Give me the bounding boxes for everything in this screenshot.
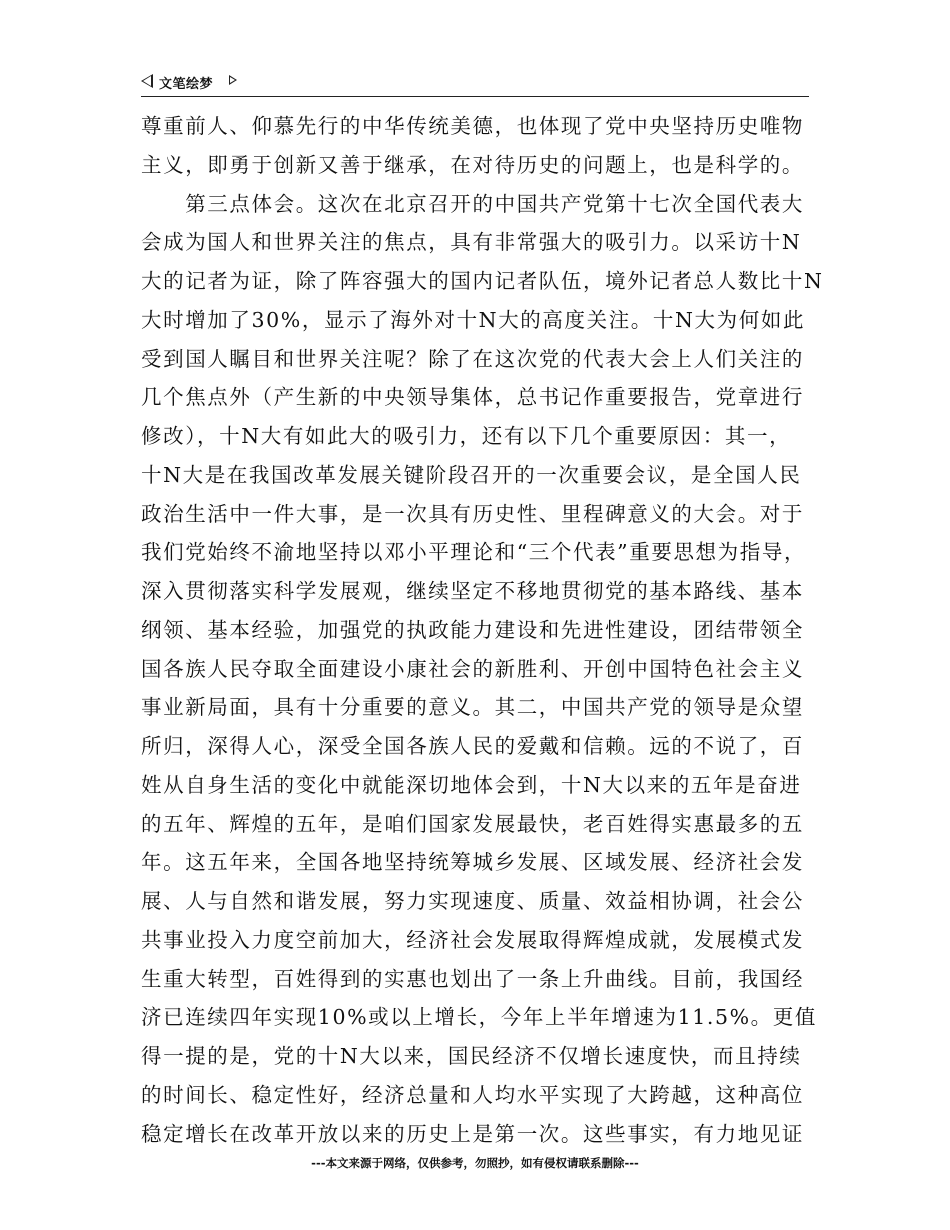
body-text [141,107,824,1153]
page-footer: ---本文来源于网络，仅供参考，勿照抄，如有侵权请联系删除--- [311,1156,639,1170]
text-line: 大时增加了30%，显示了海外对十N大的高度关注。十N大为何如此 [141,307,806,332]
text-line: 几个焦点外（产生新的中央领导集体，总书记作重要报告，党章进行 [141,385,804,410]
text-line: 纲领、基本经验，加强党的执政能力建设和先进性建设，团结带领全 [141,617,804,642]
text-line: 主义，即勇于创新又善于继承，在对待历史的问题上，也是科学的。 [141,152,804,177]
text-line: 第三点体会。这次在北京召开的中国共产党第十七次全国代表大 [141,191,804,216]
text-line: 的五年、辉煌的五年，是咱们国家发展最快，老百姓得实惠最多的五 [141,811,804,836]
text-line: 修改），十N大有如此大的吸引力，还有以下几个重要原因：其一， [141,424,792,448]
text-line: 国各族人民夺取全面建设小康社会的新胜利、开创中国特色社会主义 [141,656,804,681]
text-line: 济已连续四年实现10%或以上增长，今年上半年增速为11.5%。更值 [141,1005,817,1030]
text-line: 会成为国人和世界关注的焦点，具有非常强大的吸引力。以采访十N [141,230,802,255]
text-line: 年。这五年来，全国各地坚持统筹城乡发展、区域发展、经济社会发 [141,850,804,875]
text-line: 十N大是在我国改革发展关键阶段召开的一次重要会议，是全国人民 [141,462,802,487]
text-line: 展、人与自然和谐发展，努力实现速度、质量、效益相协调，社会公 [141,889,804,913]
text-line: 政治生活中一件大事，是一次具有历史性、里程碑意义的大会。对于 [141,501,804,526]
text-line: 大的记者为证，除了阵容强大的国内记者队伍，境外记者总人数比十N [141,269,824,293]
text-line: 受到国人瞩目和世界关注呢？除了在这次党的代表大会上人们关注的 [141,346,804,371]
text-line: 稳定增长在改革开放以来的历史上是第一次。这些事实，有力地见证 [141,1121,804,1146]
text-line: 所归，深得人心，深受全国各族人民的爱戴和信赖。远的不说了，百 [141,734,804,758]
text-line: 事业新局面，具有十分重要的意义。其二，中国共产党的领导是众望 [141,695,804,720]
text-line: 深入贯彻落实科学发展观，继续坚定不移地贯彻党的基本路线、基本 [141,579,804,603]
text-line: 姓从自身生活的变化中就能深切地体会到，十N大以来的五年是奋进 [141,772,802,797]
header-title: 文笔绘梦 [159,77,214,92]
text-line: 尊重前人、仰慕先行的中华传统美德，也体现了党中央坚持历史唯物 [141,114,804,138]
page-header [141,72,809,97]
text-line: 我们党始终不渝地坚持以邓小平理论和“三个代表”重要思想为指导， [141,540,807,565]
text-line: 共事业投入力度空前加大，经济社会发展取得辉煌成就，发展模式发 [141,927,804,952]
text-line: 生重大转型，百姓得到的实惠也划出了一条上升曲线。目前，我国经 [141,966,804,991]
text-line: 得一提的是，党的十N大以来，国民经济不仅增长速度快，而且持续 [141,1044,802,1068]
text-line: 的时间长、稳定性好，经济总量和人均水平实现了大跨越，这种高位 [141,1082,804,1107]
left-triangle-icon [141,74,153,88]
right-triangle-icon [229,75,237,85]
